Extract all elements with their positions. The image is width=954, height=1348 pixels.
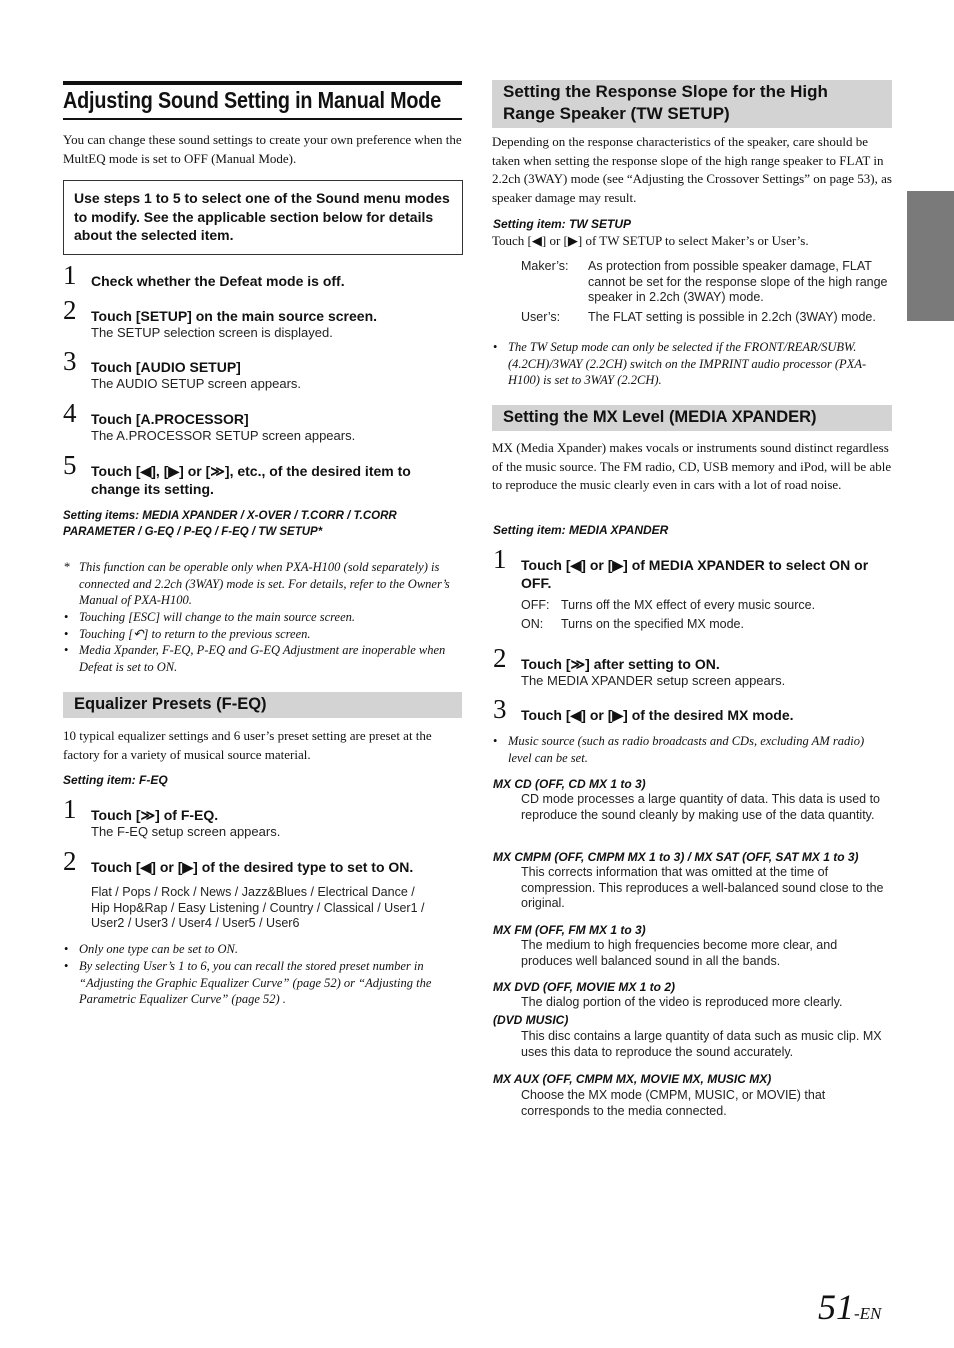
note-text: Media Xpander, F-EQ, P-EQ and G-EQ Adjustment are inoperable when Defeat is set to ON. (79, 643, 446, 674)
tw-option-makers-label: Maker’s: (521, 259, 569, 273)
step-number: 3 (493, 694, 507, 724)
note-text: By selecting User’s 1 to 6, you can recall the stored preset number in “Adjusting the Graphic Equalizer Curve” (page 52) or “Adjusting the Parametric Equalizer Curve” (page 52) . (79, 959, 432, 1006)
note-text: The TW Setup mode can only be selected if the FRONT/REAR/SUBW. (4.2CH)/3WAY (2.2CH) switch on the IMPRINT audio processor (PXA-H100) is set to 3WAY (2.2CH). (508, 340, 867, 387)
note-defeat (64, 642, 461, 675)
note-return (64, 626, 461, 643)
mx-mode-dvd-music-head: (DVD MUSIC) (493, 1013, 569, 1027)
mx-off-text: Turns off the MX effect of every music source. (561, 598, 816, 612)
note-bullet: • (493, 734, 498, 748)
step-desc: The F-EQ setup screen appears. (91, 824, 281, 839)
step-number: 2 (63, 295, 77, 325)
feq-intro: 10 typical equalizer settings and 6 user’s preset setting are preset at the factory for a variety of musical source material. (63, 728, 432, 762)
mx-mode-fm-head: MX FM (OFF, FM MX 1 to 3) (493, 923, 646, 937)
tw-option-makers-text: As protection from possible speaker damage, FLAT cannot be set for the response slope of the high range speaker in 2.2ch (3WAY) mode. (588, 259, 888, 305)
title-bottom-rule (63, 118, 462, 120)
note-bullet: * (64, 560, 71, 574)
note-bullet: • (64, 627, 69, 641)
feq-note-users (64, 958, 461, 1008)
step-number: 1 (493, 544, 507, 574)
step-text: Touch [≫] after setting to ON. (521, 656, 720, 672)
instruction-box: Use steps 1 to 5 to select one of the Sound menu modes to modify. See the applicable section below for details about the selected item. (63, 180, 463, 255)
note-esc (64, 609, 461, 626)
mx-off-label: OFF: (521, 598, 550, 612)
mx-mode-cd-text: CD mode processes a large quantity of data. This data is used to reproduce the sound cleanly by making use of the data quantity. (521, 792, 880, 822)
mx-mode-cd-head: MX CD (OFF, CD MX 1 to 3) (493, 777, 646, 791)
note-text: Touching [↶] to return to the previous screen. (79, 627, 311, 641)
step-text: Touch [A.PROCESSOR] (91, 411, 249, 427)
step-number: 2 (63, 846, 77, 876)
section-heading-text: Equalizer Presets (F-EQ) (74, 695, 267, 713)
note-bullet: • (64, 610, 69, 624)
feq-setting-item: Setting item: F-EQ (63, 773, 168, 787)
tw-option-users-text: The FLAT setting is possible in 2.2ch (3WAY) mode. (588, 310, 876, 324)
mx-intro: MX (Media Xpander) makes vocals or instruments sound distinct regardless of the music source. The FM radio, CD, USB memory and iPod, will be able to reproduce the music clearly even in cars with a lot of road noise. (492, 440, 892, 493)
step-number: 1 (63, 260, 77, 290)
page-number-suffix: -EN (854, 1304, 882, 1323)
step-desc: The SETUP selection screen is displayed. (91, 325, 333, 340)
step-desc: The MEDIA XPANDER setup screen appears. (521, 673, 786, 688)
step-number: 1 (63, 794, 77, 824)
mx-mode-cmpm-head: MX CMPM (OFF, CMPM MX 1 to 3) / MX SAT (OFF, SAT MX 1 to 3) (493, 850, 859, 864)
mx-mode-fm-text: The medium to high frequencies become more clear, and produces well balanced sound in all the bands. (521, 938, 838, 968)
section-heading-mx (492, 405, 892, 431)
section-heading-feq (63, 692, 462, 718)
page-number-value: 51 (818, 1287, 854, 1327)
mx-setting-item: Setting item: MEDIA XPANDER (493, 523, 669, 537)
step-text: Touch [◀] or [▶] of MEDIA XPANDER to select ON or OFF. (521, 557, 869, 591)
mx-mode-dvd-text: The dialog portion of the video is reproduced more clearly. (521, 995, 843, 1009)
section-heading-line2: Range Speaker (TW SETUP) (503, 104, 730, 123)
note-bullet: • (64, 942, 69, 956)
section-heading-line1: Setting the Response Slope for the High (503, 82, 828, 101)
note-text: Only one type can be set to ON. (79, 942, 238, 956)
tw-note (493, 339, 888, 389)
note-bullet: • (64, 643, 69, 657)
note-text: This function can be operable only when PXA-H100 (sold separately) is connected and 2.2ch (3WAY) mode is set. For details, refer to the Owner’s Manual of PXA-H100. (79, 560, 450, 607)
step-text: Touch [AUDIO SETUP] (91, 359, 241, 375)
note-text: Touching [ESC] will change to the main source screen. (79, 610, 356, 624)
note-bullet: • (493, 340, 498, 354)
section-heading-tw-setup (492, 80, 892, 128)
mx-on-text: Turns on the specified MX mode. (561, 617, 744, 631)
note-asterisk (64, 559, 461, 609)
page-number (818, 1286, 881, 1328)
mx-mode-aux-text: Choose the MX mode (CMPM, MUSIC, or MOVIE) that corresponds to the media connected. (521, 1088, 826, 1118)
step-desc: The AUDIO SETUP screen appears. (91, 376, 302, 391)
step-number: 3 (63, 346, 77, 376)
mx-mode-dvd-head: MX DVD (OFF, MOVIE MX 1 to 2) (493, 980, 676, 994)
note-text: Music source (such as radio broadcasts and CDs, excluding AM radio) level can be set. (508, 734, 865, 765)
step-number: 5 (63, 450, 77, 480)
tw-option-users-label: User’s: (521, 310, 561, 324)
step-text: Touch [◀], [▶] or [≫], etc., of the desired item to change its setting. (91, 463, 411, 497)
step-text: Touch [≫] of F-EQ. (91, 807, 219, 823)
step-text: Touch [◀] or [▶] of the desired MX mode. (521, 707, 794, 723)
section-heading-text: Setting the MX Level (MEDIA XPANDER) (503, 408, 817, 426)
chapter-side-tab (907, 191, 954, 321)
mx-on-label: ON: (521, 617, 544, 631)
step-desc: The A.PROCESSOR SETUP screen appears. (91, 428, 356, 443)
feq-note-one-type (64, 941, 461, 958)
step-number: 4 (63, 398, 77, 428)
step-number: 2 (493, 643, 507, 673)
setting-items-label: Setting items: MEDIA XPANDER / X-OVER / T.CORR / T.CORR PARAMETER / G-EQ / P-EQ / F-EQ / TW SETUP* (63, 510, 397, 538)
title-top-rule (63, 81, 462, 85)
mx-mode-cmpm-text: This corrects information that was omitted at the time of compression. This reproduces a well-balanced sound close to the original. (521, 865, 884, 911)
step-text: Touch [SETUP] on the main source screen. (91, 308, 378, 324)
mx-mode-dvd-music-text: This disc contains a large quantity of data such as music clip. MX uses this data to reproduce the sound accurately. (521, 1029, 882, 1059)
mx-mode-aux-head: MX AUX (OFF, CMPM MX, MOVIE MX, MUSIC MX) (493, 1072, 772, 1086)
page-title: Adjusting Sound Setting in Manual Mode (63, 87, 442, 113)
feq-type-list: Flat / Pops / Rock / News / Jazz&Blues / Electrical Dance / Hip Hop&Rap / Easy Listening / Country / Classical / User1 / User2 / User3 / User4 / User5 / User6 (91, 885, 425, 931)
note-bullet: • (64, 959, 69, 973)
mx-note (493, 733, 888, 766)
tw-instruction: Touch [◀] or [▶] of TW SETUP to select Maker’s or User’s. (492, 233, 809, 248)
tw-intro: Depending on the response characteristics of the speaker, care should be taken when setting the response slope of the high range speaker to FLAT in 2.2ch (3WAY) mode (see “Adjusting the Crossover Settings” on page 53), as speaker damage may result. (492, 134, 892, 206)
step-text: Check whether the Defeat mode is off. (91, 273, 345, 289)
step-text: Touch [◀] or [▶] of the desired type to set to ON. (91, 859, 414, 875)
intro-paragraph: You can change these sound settings to create your own preference when the MultEQ mode is set to OFF (Manual Mode). (63, 132, 462, 166)
tw-setting-item: Setting item: TW SETUP (493, 217, 631, 231)
